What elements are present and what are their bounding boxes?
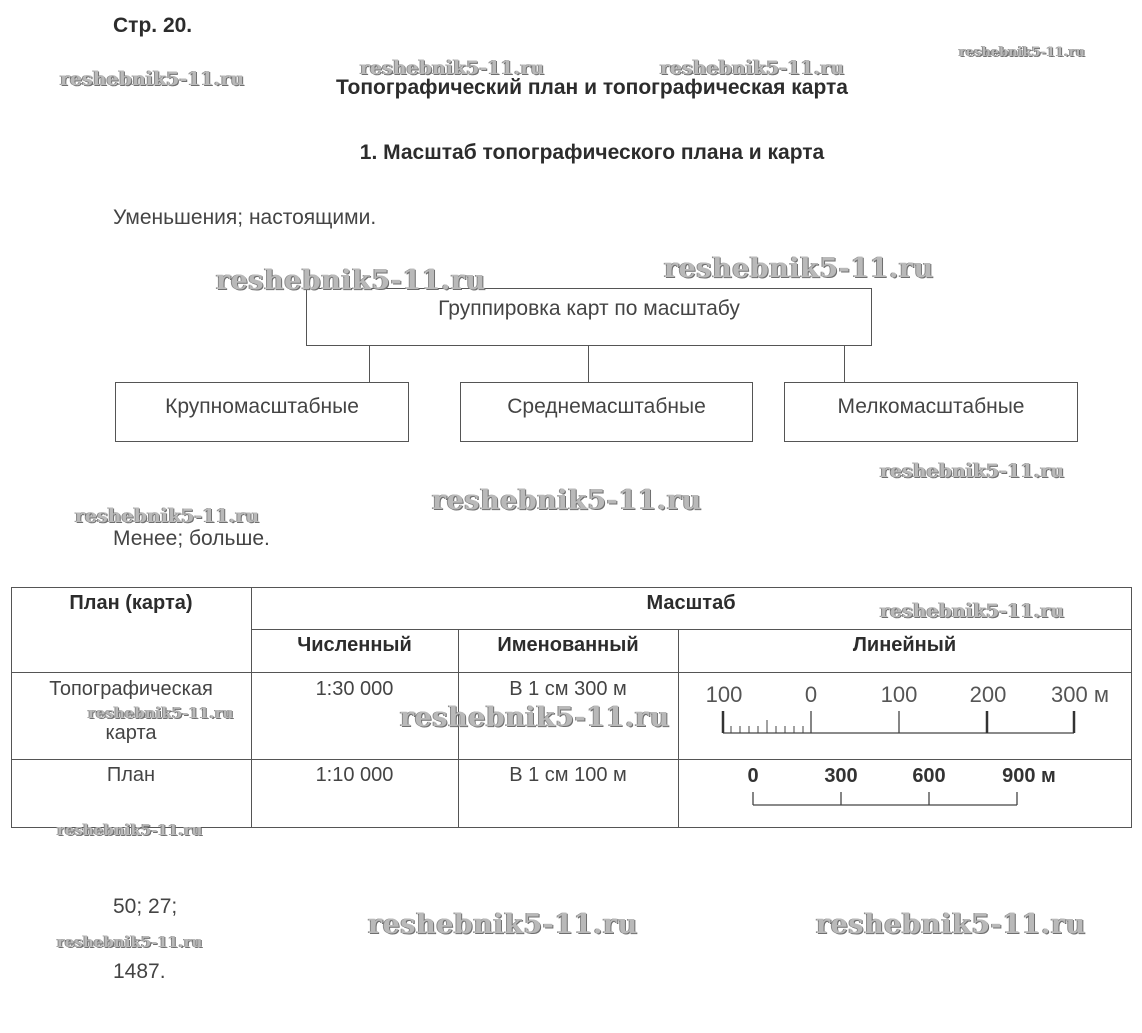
row-name: карта	[105, 722, 157, 744]
watermark: reshebnik5-11.ru	[880, 600, 1065, 622]
row-named-scale: В 1 см 100 м	[509, 764, 627, 786]
watermark: reshebnik5-11.ru	[57, 821, 203, 839]
table-border	[1131, 587, 1132, 828]
diagram-connector	[588, 346, 589, 383]
diagram-root-box	[306, 288, 872, 346]
scale-label: 100	[880, 682, 918, 707]
watermark: reshebnik5-11.ru	[75, 505, 260, 527]
scale-label: 100	[705, 682, 743, 707]
table-border	[251, 587, 252, 828]
section-title: 1. Масштаб топографического плана и карта	[359, 141, 825, 164]
scale-label: 0	[747, 765, 759, 787]
row-name: План	[106, 764, 156, 786]
row-numeric-scale: 1:10 000	[315, 764, 394, 786]
table-header-plan: План (карта)	[69, 592, 193, 614]
watermark: reshebnik5-11.ru	[959, 45, 1086, 60]
diagram-child-label: Крупномасштабные	[165, 395, 359, 418]
diagram-child-label: Мелкомасштабные	[837, 395, 1025, 418]
answer-text-2: Менее; больше.	[113, 527, 270, 550]
row-named-scale: В 1 см 300 м	[509, 678, 627, 700]
watermark: reshebnik5-11.ru	[432, 485, 702, 516]
table-header-scale: Масштаб	[646, 592, 736, 614]
watermark: reshebnik5-11.ru	[216, 265, 486, 296]
scale-label: 900 м	[1002, 765, 1056, 787]
diagram-box-small-scale	[784, 382, 1078, 442]
answer-text-4: 1487.	[113, 960, 166, 983]
page-title: Топографический план и топографическая карта	[336, 76, 848, 99]
watermark: reshebnik5-11.ru	[60, 68, 245, 90]
watermark: reshebnik5-11.ru	[880, 460, 1065, 482]
table-subheader-linear: Линейный	[852, 634, 957, 656]
scale-label: 600	[912, 765, 946, 787]
scale-label: 300 м	[1051, 682, 1109, 707]
scale-label: 0	[804, 682, 818, 707]
linear-scale-plan	[679, 760, 1129, 826]
row-numeric-scale: 1:30 000	[315, 678, 394, 700]
watermark: reshebnik5-11.ru	[660, 57, 845, 79]
watermark: reshebnik5-11.ru	[400, 702, 670, 733]
watermark: reshebnik5-11.ru	[57, 933, 203, 951]
diagram-connector	[369, 346, 370, 383]
watermark: reshebnik5-11.ru	[360, 57, 545, 79]
table-border	[11, 587, 12, 828]
watermark: reshebnik5-11.ru	[816, 909, 1086, 940]
watermark: reshebnik5-11.ru	[664, 253, 934, 284]
table-subheader-named: Именованный	[497, 634, 639, 656]
page-number: Стр. 20.	[113, 14, 193, 37]
table-border	[251, 629, 1132, 630]
diagram-box-medium-scale	[460, 382, 753, 442]
diagram-child-label: Среднемасштабные	[507, 395, 706, 418]
scale-label: 200	[969, 682, 1007, 707]
answer-text-3: 50; 27;	[113, 895, 178, 918]
row-name: Топографическая	[49, 678, 213, 700]
diagram-root-label: Группировка карт по масштабу	[438, 297, 740, 320]
answer-text-1: Уменьшения; настоящими.	[113, 206, 377, 229]
table-border	[11, 587, 1132, 588]
table-subheader-numeric: Численный	[297, 634, 412, 656]
diagram-connector	[844, 346, 845, 383]
diagram-box-large-scale	[115, 382, 409, 442]
scale-label: 300	[824, 765, 858, 787]
linear-scale-map	[679, 673, 1129, 758]
watermark: reshebnik5-11.ru	[88, 704, 234, 722]
watermark: reshebnik5-11.ru	[368, 909, 638, 940]
